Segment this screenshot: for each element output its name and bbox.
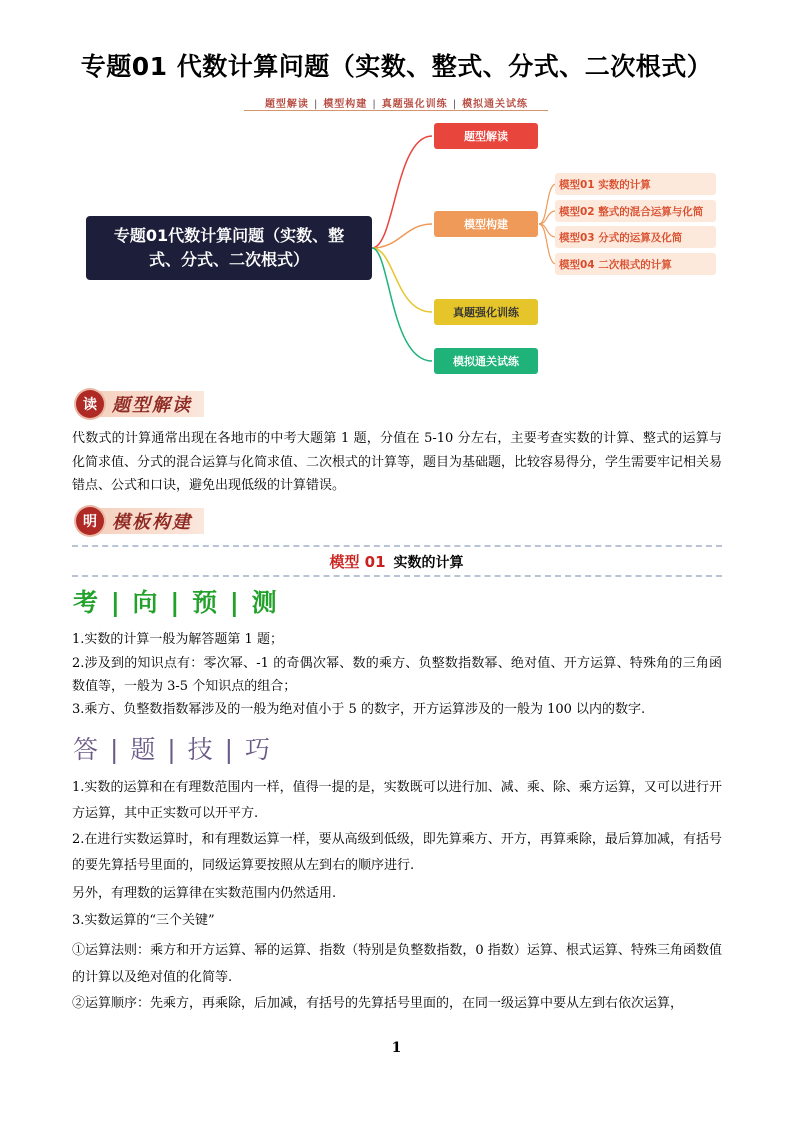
tips-line: 另外，有理数的运算律在实数范围内仍然适用. (72, 886, 337, 901)
nav-separator: | (313, 99, 319, 110)
nav-item-real-exam: 真题强化训练 (381, 99, 448, 110)
exam-direction-line: 3.乘方、负整数指数幂涉及的一般为绝对值小于 5 的数字，开方运算涉及的一般为 100 以内的数字. (72, 702, 646, 717)
mindmap-branch-model: 模型构建 (434, 211, 538, 237)
section-banner-model (76, 506, 204, 536)
mindmap-sub-model03: 模型03 分式的运算及化简 (555, 226, 716, 248)
nav-separator: | (372, 99, 377, 110)
model-name: 实数的计算 (393, 555, 464, 571)
mindmap-sub-model01: 模型01 实数的计算 (555, 173, 716, 195)
tips-heading: 答 | 题 | 技 | 巧 (73, 735, 272, 764)
divider-bottom (72, 575, 722, 577)
analysis-paragraph: 代数式的计算通常出现在各地市的中考大题第 1 题，分值在 5-10 分左右，主要考查实数的计算、整式的运算与化简求值、分式的混合运算与化简求值、二次根式的计算等，题目为基础题，比较容易得分，学生需要牢记相关易错点、公式和口诀，避免出现低级的计算错误。 (72, 431, 723, 493)
mindmap-root: 专题01代数计算问题（实数、整式、分式、二次根式） (86, 216, 372, 280)
nav-item-model: 模型构建 (323, 99, 368, 110)
section-title: 题型解读 (98, 391, 204, 417)
seal-icon: 明 (76, 507, 104, 535)
model-heading (0, 551, 793, 572)
tips-line: 3.实数运算的“三个关键” (72, 913, 215, 928)
model-label: 模型 01 (329, 553, 386, 571)
divider-top (72, 545, 722, 547)
document-title: 专题01 代数计算问题（实数、整式、分式、二次根式） (80, 52, 713, 81)
nav-item-mock: 模拟通关试练 (462, 99, 529, 110)
mindmap-sub-model04: 模型04 二次根式的计算 (555, 253, 716, 275)
tips-line: ①运算法则：乘方和开方运算、幂的运算、指数（特别是负整数指数，0 指数）运算、根式运算、特殊三角函数值的计算以及绝对值的化简等. (72, 943, 722, 985)
exam-direction-line: 2.涉及到的知识点有：零次幂、-1 的奇偶次幂、数的乘方、负整数指数幂、绝对值、开方运算、特殊角的三角函数值等，一般为 3-5 个知识点的组合； (72, 656, 722, 694)
tips-line: ②运算顺序：先乘方，再乘除，后加减，有括号的先算括号里面的，在同一级运算中要从左到右依次运算， (72, 996, 684, 1011)
nav-separator: | (452, 99, 458, 110)
nav-item-analysis: 题型解读 (264, 99, 309, 110)
mindmap-branch-mock: 模拟通关试练 (434, 348, 538, 374)
mindmap-branch-analysis: 题型解读 (434, 123, 538, 149)
mindmap-branch-real-exam: 真题强化训练 (434, 299, 538, 325)
tips-line: 1.实数的运算和在有理数范围内一样，值得一提的是，实数既可以进行加、减、乘、除、乘方运算，又可以进行开方运算，其中正实数可以开平方. (72, 780, 722, 821)
exam-direction-heading: 考 | 向 | 预 | 测 (73, 588, 279, 617)
tips-line: 2.在进行实数运算时，和有理数运算一样，要从高级到低级，即先算乘方、开方，再算乘除，最后算加减，有括号的要先算括号里面的，同级运算要按照从左到右的顺序进行. (72, 832, 722, 873)
page-number: 1 (391, 1040, 402, 1056)
section-title: 模板构建 (98, 508, 204, 534)
section-banner-analysis (76, 389, 204, 419)
seal-icon: 读 (76, 390, 104, 418)
mindmap-sub-model02: 模型02 整式的混合运算与化简 (555, 200, 716, 222)
exam-direction-line: 1.实数的计算一般为解答题第 1 题； (72, 632, 283, 647)
